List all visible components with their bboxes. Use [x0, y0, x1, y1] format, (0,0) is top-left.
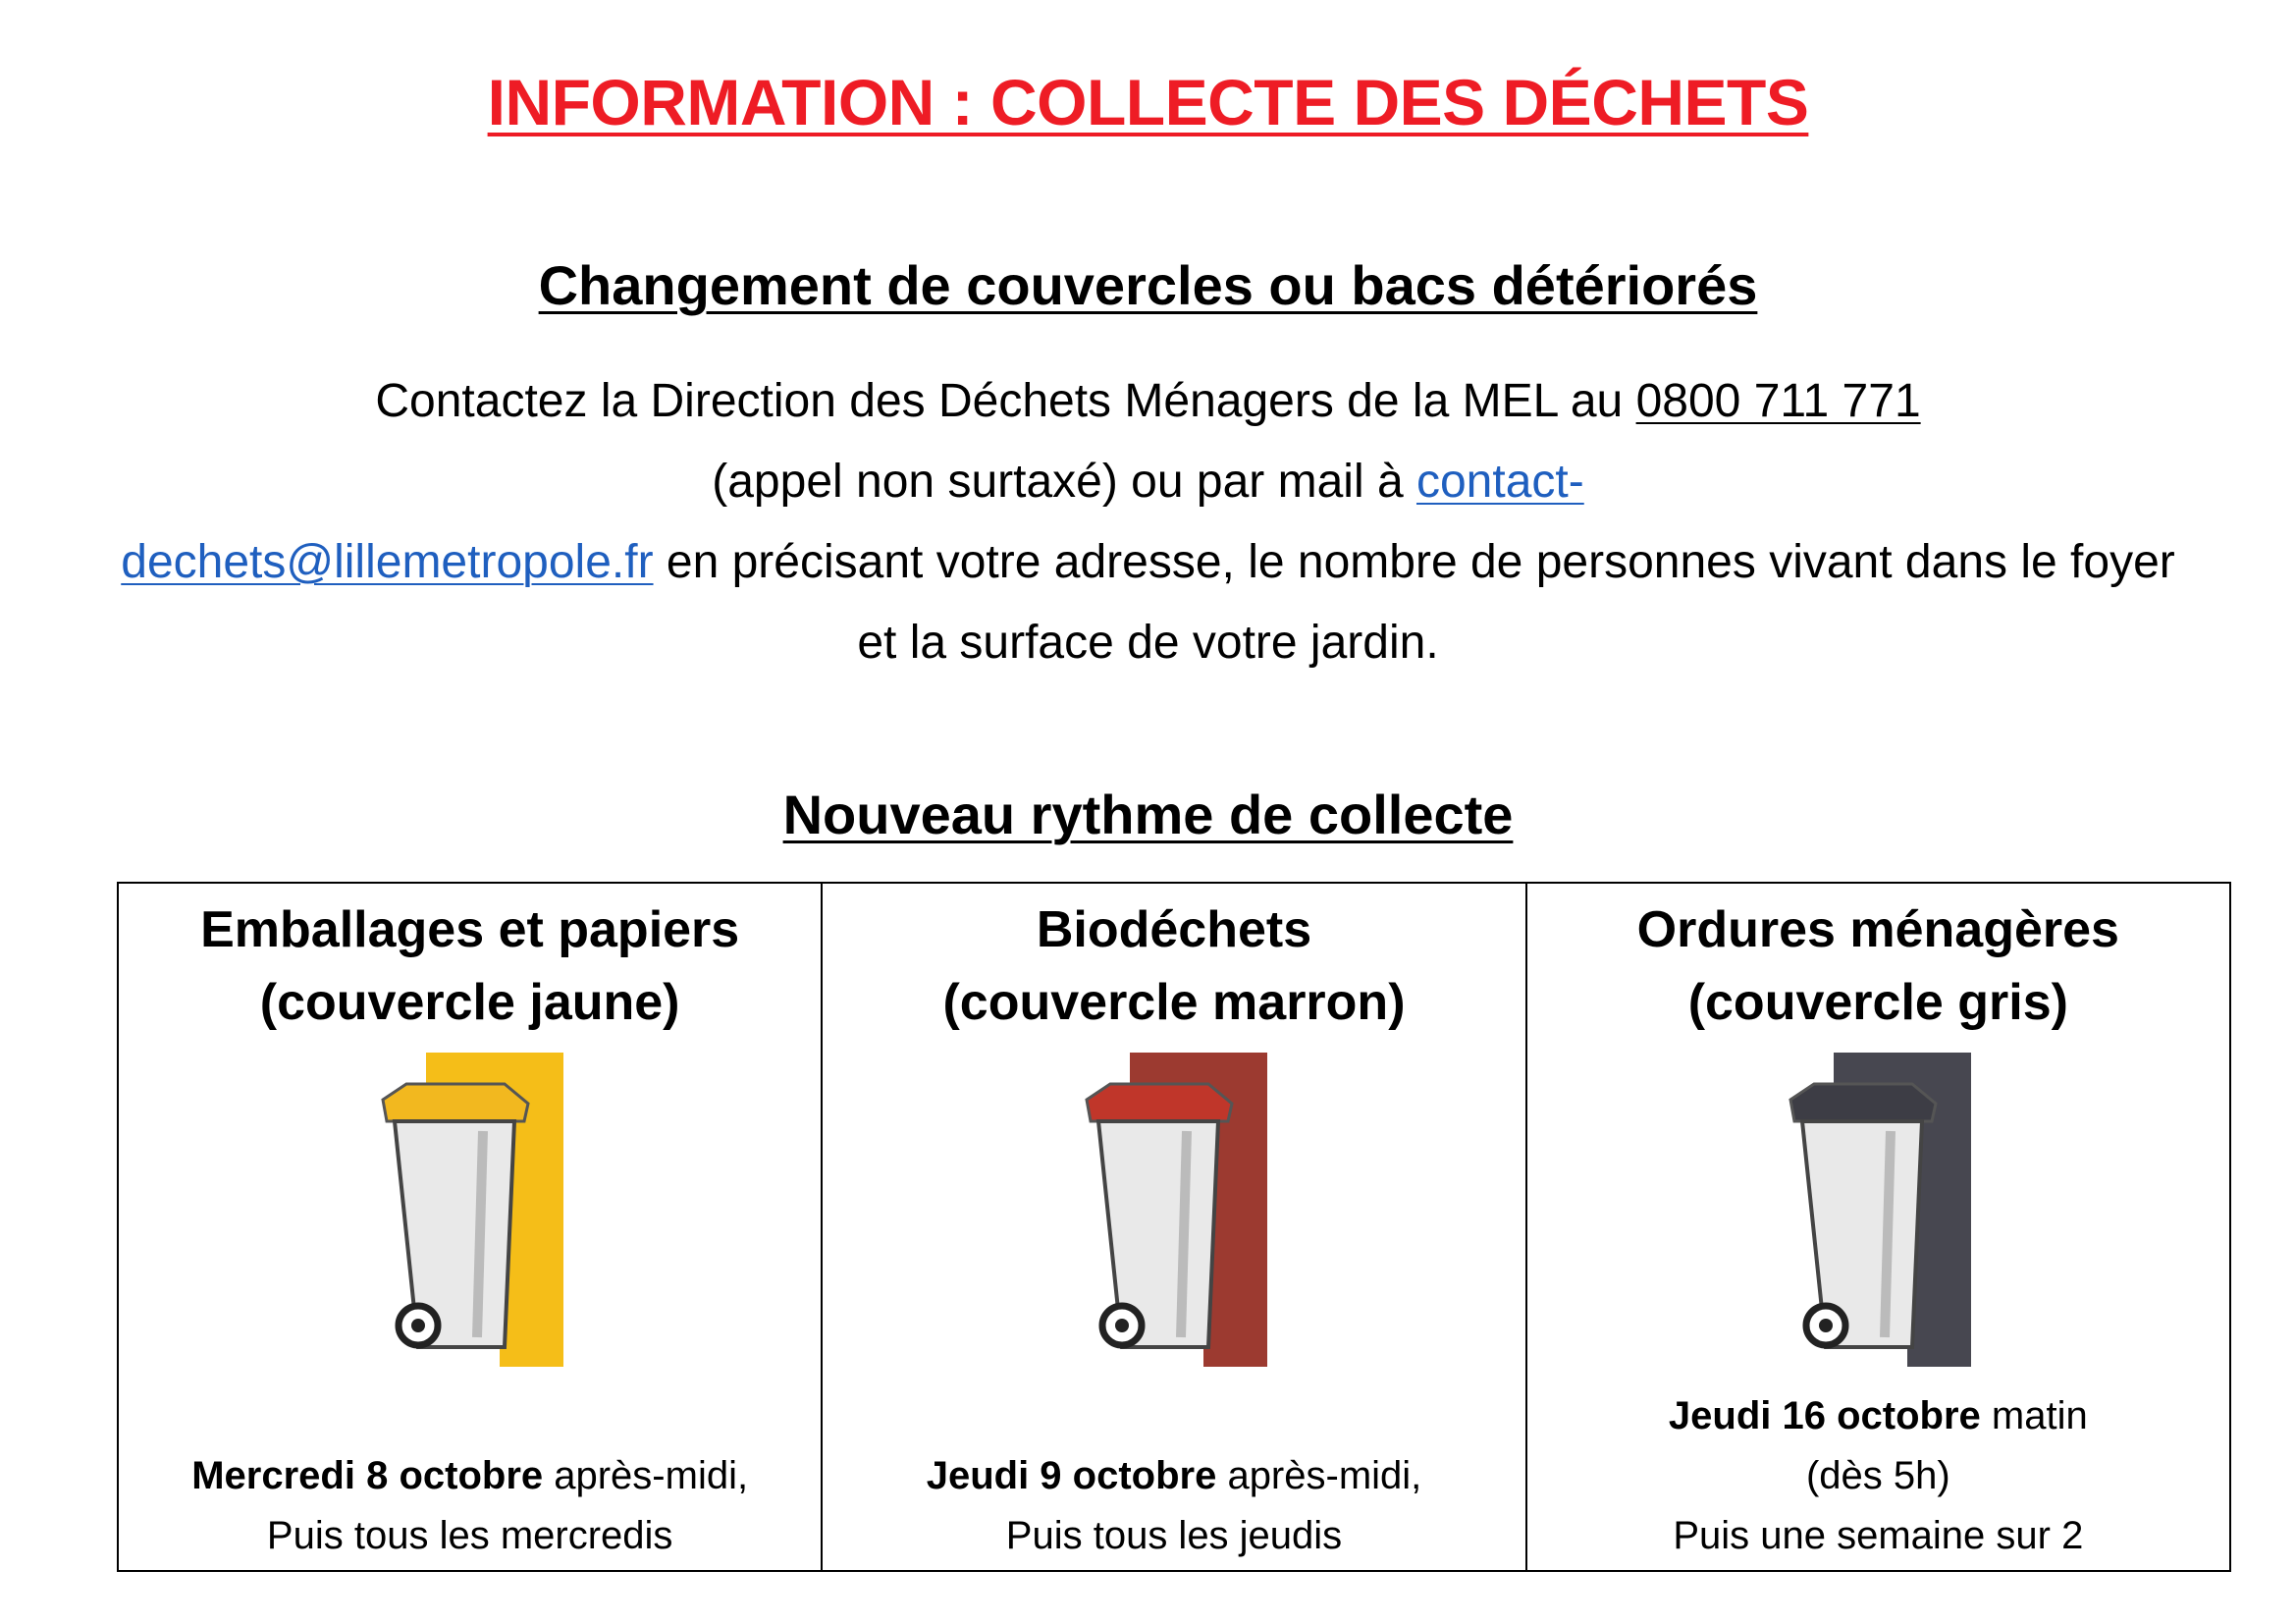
yellow-lid-bin-icon — [367, 1053, 573, 1367]
column-title — [119, 893, 821, 1039]
section-heading-schedule: Nouveau rythme de collecte — [782, 784, 1514, 845]
bin-shade — [477, 1131, 483, 1337]
schedule-text — [823, 1446, 1524, 1566]
bin-lid — [383, 1084, 528, 1121]
schedule-time: matin — [1980, 1394, 2088, 1437]
bin-axle — [1115, 1319, 1129, 1332]
grey-lid-bin-icon — [1775, 1053, 1981, 1367]
schedule-first-day — [119, 1446, 821, 1506]
phone-number[interactable]: 0800 711 771 — [1635, 375, 1921, 427]
collection-column-biowaste — [823, 884, 1526, 1570]
schedule-time: après-midi, — [1216, 1454, 1422, 1497]
schedule-text — [1527, 1386, 2229, 1566]
schedule-date: Jeudi 16 octobre — [1668, 1394, 1981, 1437]
section-heading-lids: Changement de couvercles ou bacs détériorés — [538, 254, 1758, 316]
column-title-line2: (couvercle marron) — [942, 974, 1406, 1031]
bin-shade — [1181, 1131, 1187, 1337]
schedule-recurrence: Puis tous les mercredis — [266, 1514, 673, 1557]
collection-column-packaging — [119, 884, 823, 1570]
email-link-part2[interactable]: dechets@lillemetropole.fr — [121, 536, 654, 588]
column-title-line1: Ordures ménagères — [1636, 901, 2119, 958]
column-title — [823, 893, 1524, 1039]
column-title-line2: (couvercle jaune) — [259, 974, 680, 1031]
contact-text-mail: (appel non surtaxé) ou par mail à — [712, 456, 1416, 508]
bin-lid — [1790, 1084, 1936, 1121]
contact-paragraph — [98, 361, 2198, 683]
bin-axle — [1819, 1319, 1833, 1332]
brown-lid-bin-icon — [1071, 1053, 1277, 1367]
email-link-part1[interactable]: contact- — [1415, 456, 1584, 508]
schedule-time: après-midi, — [543, 1454, 749, 1497]
schedule-date: Mercredi 8 octobre — [191, 1454, 544, 1497]
schedule-date: Jeudi 9 octobre — [926, 1454, 1217, 1497]
collection-column-household — [1527, 884, 2229, 1570]
column-title-line1: Biodéchets — [1036, 901, 1312, 958]
schedule-first-day — [823, 1446, 1524, 1506]
bin-axle — [411, 1319, 425, 1332]
schedule-text — [119, 1446, 821, 1566]
contact-text-details: en précisant votre adresse, le nombre de personnes vivant dans le foyer et la surface de votre jardin. — [653, 536, 2175, 669]
bin-shade — [1885, 1131, 1891, 1337]
collection-table — [117, 882, 2231, 1572]
bin-lid — [1087, 1084, 1232, 1121]
contact-text-intro: Contactez la Direction des Déchets Ménagers de la MEL au — [375, 375, 1636, 427]
column-title-line2: (couvercle gris) — [1687, 974, 2068, 1031]
column-title — [1527, 893, 2229, 1039]
schedule-start-time: (dès 5h) — [1805, 1454, 1950, 1497]
schedule-recurrence: Puis une semaine sur 2 — [1673, 1514, 2084, 1557]
page-title: INFORMATION : COLLECTE DES DÉCHETS — [487, 66, 1809, 138]
schedule-first-day — [1527, 1386, 2229, 1446]
column-title-line1: Emballages et papiers — [200, 901, 740, 958]
schedule-recurrence: Puis tous les jeudis — [1005, 1514, 1343, 1557]
